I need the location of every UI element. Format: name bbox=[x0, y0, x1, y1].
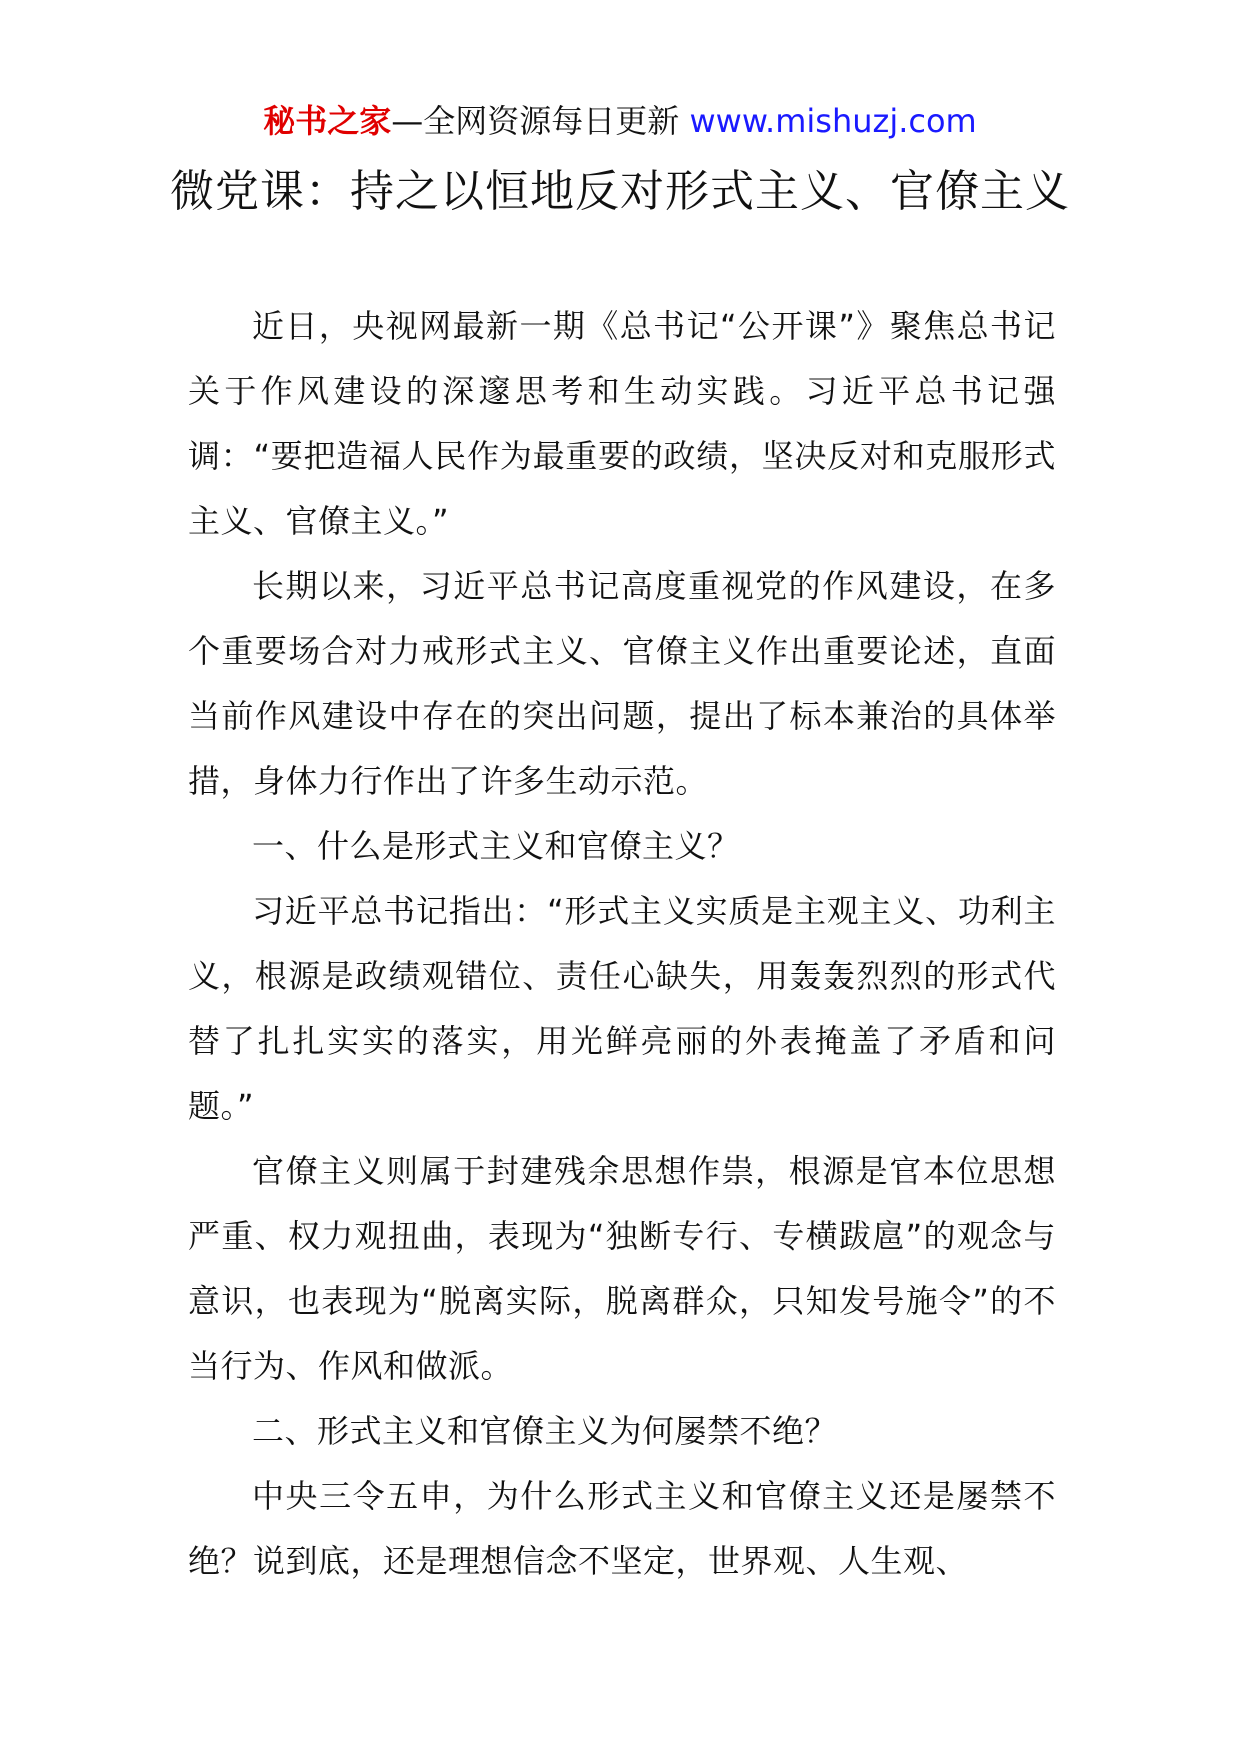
site-header bbox=[0, 96, 1240, 146]
paragraph-background: 长期以来，习近平总书记高度重视党的作风建设，在多个重要场合对力戒形式主义、官僚主义作出重要论述，直面当前作风建设中存在的突出问题，提出了标本兼治的具体举措，身体力行作出了许多生动示范。 bbox=[188, 567, 1056, 800]
paragraph-intro: 近日，央视网最新一期《总书记“公开课”》聚焦总书记关于作风建设的深邃思考和生动实践。习近平总书记强调：“要把造福人民作为最重要的政绩，坚决反对和克服形式主义、官僚主义。” bbox=[188, 307, 1056, 540]
paragraph-bureaucratism-definition: 官僚主义则属于封建残余思想作祟，根源是官本位思想严重、权力观扭曲，表现为“独断专行、专横跋扈”的观念与意识，也表现为“脱离实际，脱离群众，只知发号施令”的不当行为、作风和做派。 bbox=[188, 1152, 1056, 1385]
paragraph-causes: 中央三令五申，为什么形式主义和官僚主义还是屡禁不绝？说到底，还是理想信念不坚定，世界观、人生观、 bbox=[188, 1477, 1056, 1580]
paragraph-formalism-definition: 习近平总书记指出：“形式主义实质是主观主义、功利主义，根源是政绩观错位、责任心缺失，用轰轰烈烈的形式代替了扎扎实实的落实，用光鲜亮丽的外表掩盖了矛盾和问题。” bbox=[188, 892, 1056, 1125]
document-body bbox=[188, 294, 1056, 1594]
document-title: 微党课：持之以恒地反对形式主义、官僚主义 bbox=[170, 166, 1070, 217]
site-url-link[interactable]: www.mishuzj.com bbox=[689, 102, 977, 140]
section-heading-1: 一、什么是形式主义和官僚主义？ bbox=[252, 827, 740, 865]
header-tagline: —全网资源每日更新 bbox=[391, 102, 690, 140]
brand-name: 秘书之家 bbox=[263, 102, 392, 140]
section-heading-2: 二、形式主义和官僚主义为何屡禁不绝？ bbox=[252, 1412, 838, 1450]
